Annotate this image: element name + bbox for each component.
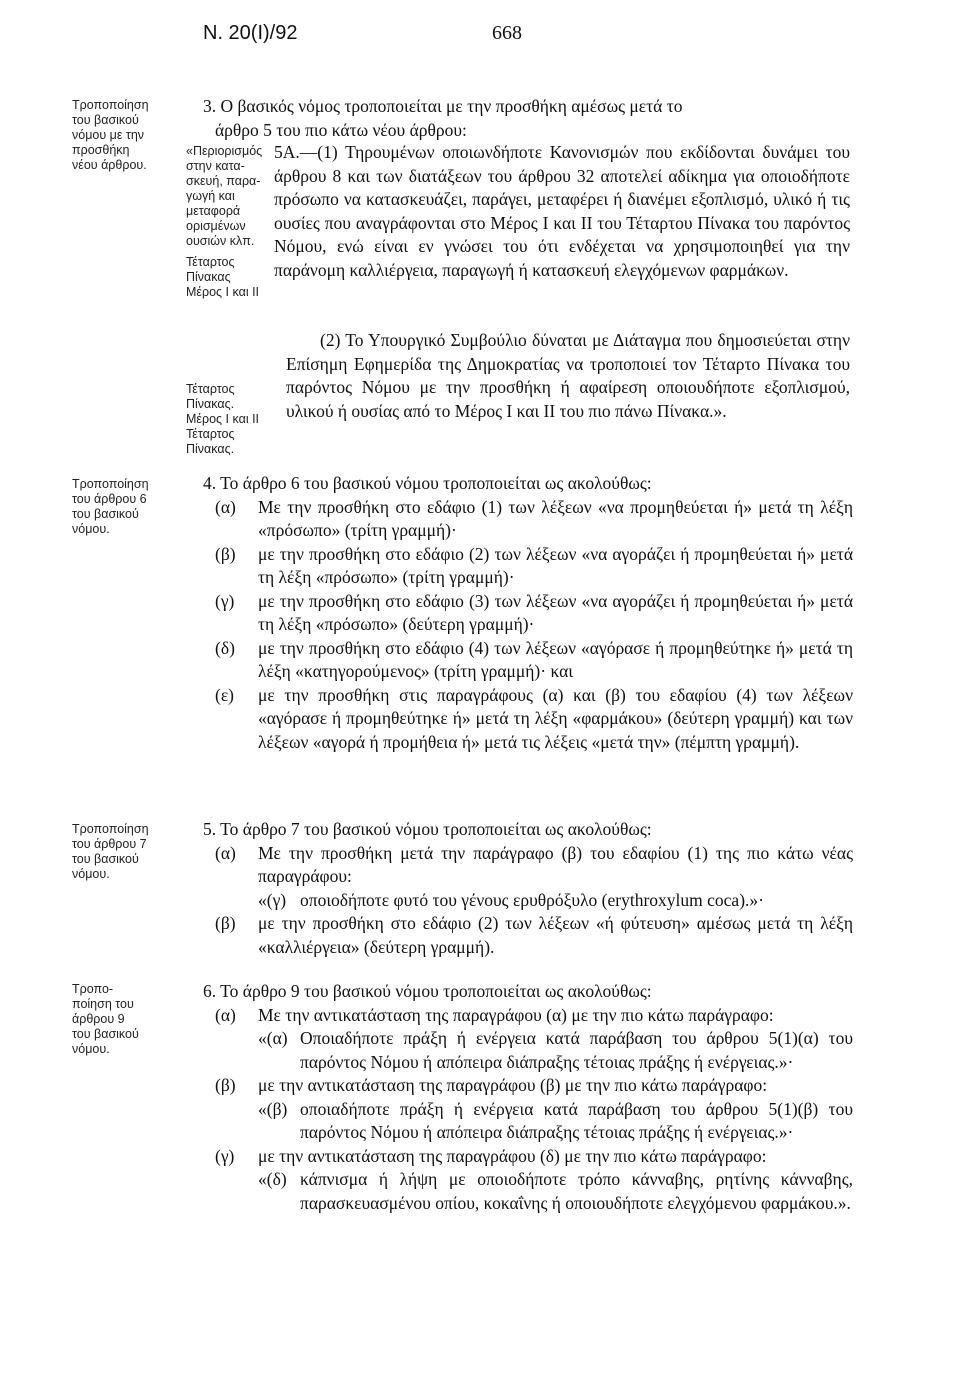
list-item: (β) με την αντικατάσταση της παραγράφου (β) με την πιο κάτω παράγραφο:: [215, 1075, 768, 1095]
margin-note-section6: Τροπο- ποίηση του άρθρου 9 του βασικού νόμου.: [72, 982, 139, 1056]
margin-note-section5: Τροποποίηση του άρθρου 7 του βασικού νόμου.: [72, 822, 149, 881]
quoted-paragraph: «(α) Οποιαδήποτε πράξη ή ενέργεια κατά παράβαση του άρθρου 5(1)(α) του παρόντος Νόμου ή απόπειρα διάπραξης τέτοιας πράξης ή ενέργειας.»·: [258, 1028, 853, 1072]
article-5a-paragraph-2: (2) Το Υπουργικό Συμβούλιο δύναται με Διάταγμα που δημοσιεύεται στην Επίσημη Εφημερίδα της Δημοκρατίας να τροποποιεί τον Τέταρτο Πίνακα του παρόντος Νόμου με την προσθήκη ή αφαίρεση οποιουδήποτε εξοπλισμού, υλικού ή ουσίας από το Μέρος I και II του πιο πάνω Πίνακα.».: [286, 330, 850, 421]
list-item: (ε) με την προσθήκη στις παραγράφους (α) και (β) του εδαφίου (4) των λέξεων «αγόρασε ή προμηθεύτηκε ή» μετά τη λέξη «φαρμάκου» (δεύτερη γραμμή) και των λέξεων «αγορά ή προμήθεια ή» μετά τις λέξεις «μετά την» (πέμπτη γραμμή).: [215, 684, 853, 752]
article-5a-paragraph-1: 5Α.—(1) Τηρουμένων οποιωνδήποτε Κανονισμών που εκδίδονται δυνάμει του άρθρου 8 και των διατάξεων του άρθρου 32 αποτελεί αδίκημα για οποιοδήποτε πρόσωπο να κατασκευάζει, παράγει, μεταφέρει ή διανέμει εξοπλισμό, υλικό ή τις ουσίες που αναγράφονται στο Μέρος I και II του Τέταρτου Πίνακα του παρόντος Νόμου, ενώ είναι εν γνώσει του ότι ενδέχεται να χρησιμοποιηθεί για την παράνομη καλλιέργεια, παραγωγή ή κατασκευή ελεγχόμενων φαρμάκων.: [274, 142, 850, 280]
section-5: [203, 818, 853, 959]
section-4: [203, 472, 853, 754]
list-item: (γ) με την προσθήκη στο εδάφιο (3) των λέξεων «να αγοράζει ή προμηθεύεται ή» μετά τη λέξη «πρόσωπο» (δεύτερη γραμμή)·: [215, 590, 853, 634]
margin-note-section4: Τροποποίηση του άρθρου 6 του βασικού νόμου.: [72, 477, 149, 536]
page-number: 668: [492, 22, 522, 44]
list-item: (γ) με την αντικατάσταση της παραγράφου (δ) με την πιο κάτω παράγραφο:: [215, 1145, 767, 1166]
law-reference: N. 20(I)/92: [203, 22, 298, 44]
section-6: [203, 980, 853, 1215]
side-note-fourth-schedule: Τέταρτος Πίνακας. Μέρος I και II Τέταρτος Πίνακας.: [186, 382, 260, 456]
section-5-heading: 5. Το άρθρο 7 του βασικού νόμου τροποποιείται ως ακολούθως:: [203, 819, 652, 839]
section-4-heading: 4. Το άρθρο 6 του βασικού νόμου τροποποιείται ως ακολούθως:: [203, 473, 652, 493]
quoted-paragraph: «(β) οποιαδήποτε πράξη ή ενέργεια κατά παράβαση του άρθρου 5(1)(β) του παρόντος Νόμου ή απόπειρα διάπραξης τέτοιας πράξης ή ενέργειας.»·: [258, 1098, 853, 1142]
list-item: (α) Με την αντικατάσταση της παραγράφου (α) με την πιο κάτω παράγραφο:: [215, 1004, 774, 1025]
section-6-heading: 6. Το άρθρο 9 του βασικού νόμου τροποποιείται ως ακολούθως:: [203, 981, 652, 1001]
list-item: (α) Με την προσθήκη στο εδάφιο (1) των λέξεων «να προμηθεύεται ή» μετά τη λέξη «πρόσωπο» (τρίτη γραμμή)·: [215, 496, 853, 540]
side-note-restriction: «Περιορισμός στην κατα- σκευή, παρα- γωγή και μεταφορά ορισμένων ουσιών κλπ. Τέταρτος Πίνακας Μέρος I και II: [186, 144, 263, 299]
margin-note-section3: Τροποποίηση του βασικού νόμου με την προσθήκη νέου άρθρου.: [72, 98, 149, 172]
list-item: (β) με την προσθήκη στο εδάφιο (2) των λέξεων «να αγοράζει ή προμηθεύεται ή» μετά τη λέξη «πρόσωπο» (τρίτη γραμμή)·: [215, 543, 853, 587]
list-item: (δ) με την προσθήκη στο εδάφιο (4) των λέξεων «αγόρασε ή προμηθεύτηκε ή» μετά τη λέξη «κατηγορούμενος» (τρίτη γραμμή)· και: [215, 637, 853, 681]
list-item: (α) Με την προσθήκη μετά την παράγραφο (β) του εδαφίου (1) της πιο κάτω νέας παραγράφου:: [215, 842, 853, 886]
quoted-paragraph: «(γ) οποιοδήποτε φυτό του γένους ερυθρόξυλο (erythroxylum coca).»·: [258, 889, 764, 910]
page-header: [0, 22, 960, 52]
quoted-paragraph: «(δ) κάπνισμα ή λήψη με οποιοδήποτε τρόπο κάνναβης, ρητίνης κάνναβης, παρασκευασμένου οπίου, κοκαΐνης ή οποιουδήποτε ελεγχόμενου φαρμάκου.».: [258, 1169, 853, 1213]
section-3-intro: 3. Ο βασικός νόμος τροποποιείται με την προσθήκη αμέσως μετά το άρθρο 5 του πιο κάτω νέου άρθρου:: [203, 96, 683, 140]
list-item: (β) με την προσθήκη στο εδάφιο (2) των λέξεων «ή φύτευση» αμέσως μετά τη λέξη «καλλιέργεια» (δεύτερη γραμμή).: [215, 913, 853, 957]
